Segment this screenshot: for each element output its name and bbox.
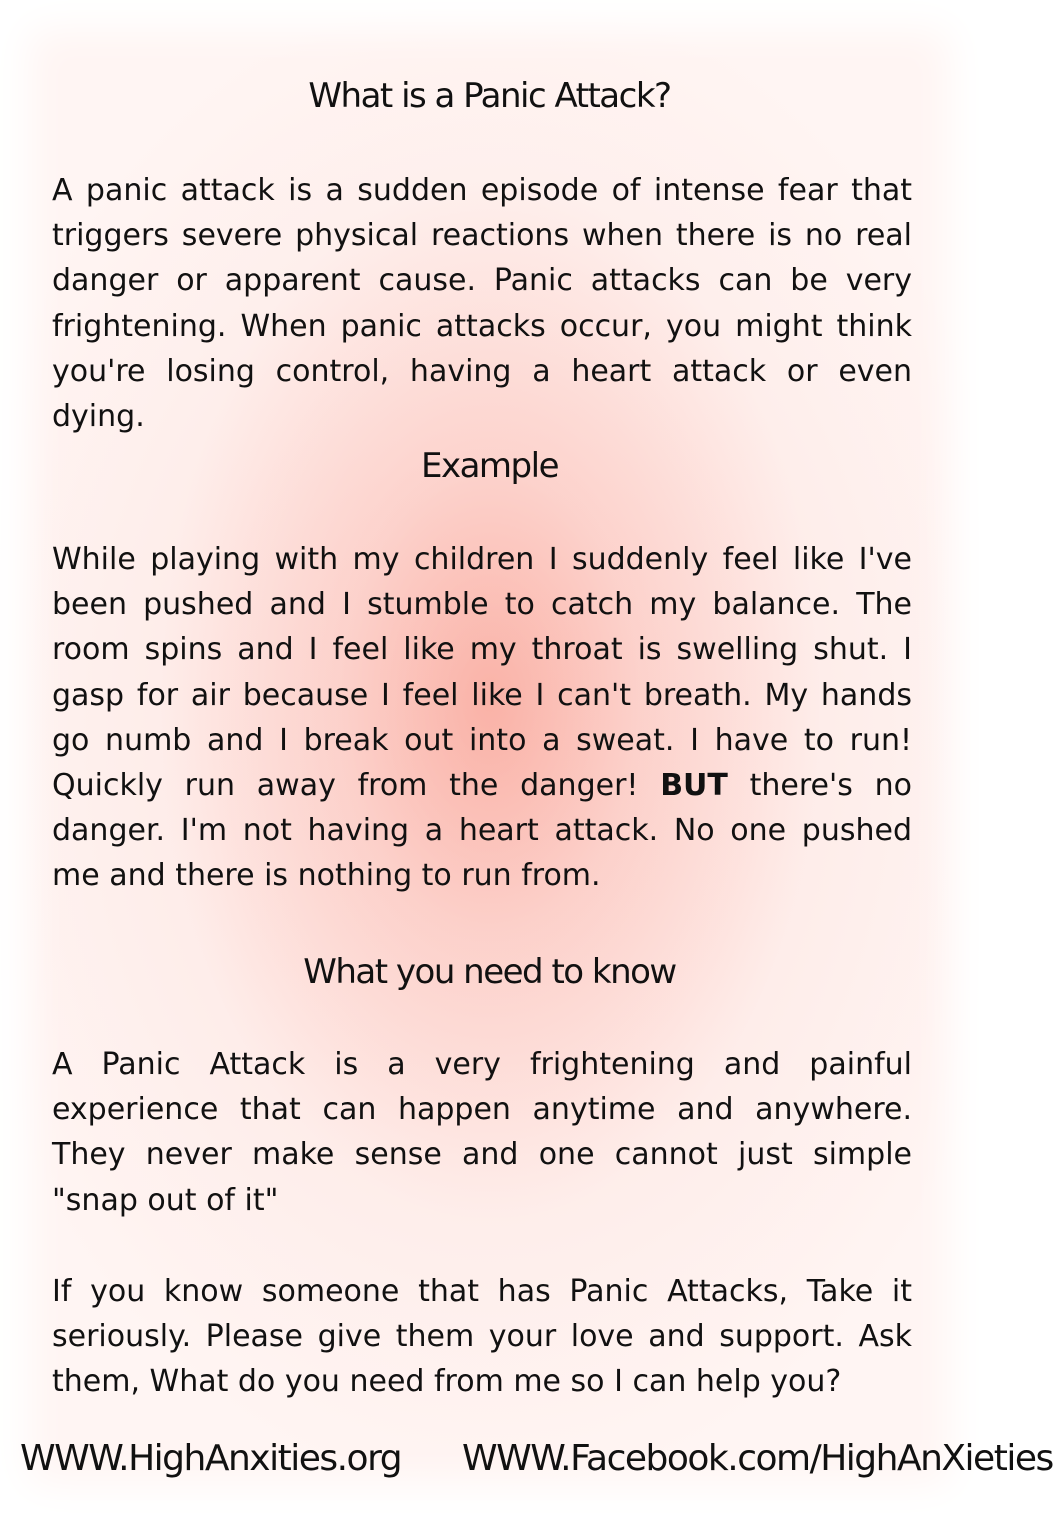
example-text-after: there's no danger. I'm not having a heart attack. No one pushed me and there is nothing to run from. — [52, 768, 912, 894]
paragraph-support: If you know someone that has Panic Attacks, Take it seriously. Please give them your love and support. Ask them, What do you need from me so I can help you? — [52, 1274, 912, 1400]
heading-example: Example — [420, 446, 558, 486]
example-text-bold: BUT — [660, 768, 728, 804]
paragraph-need-to-know: A Panic Attack is a very frightening and painful experience that can happen anytime and anywhere. They never make sense and one cannot just simple "snap out of it" — [52, 1047, 912, 1218]
website-link[interactable]: WWW.HighAnxities.org — [20, 1438, 402, 1479]
facebook-link[interactable]: WWW.Facebook.com/HighAnXieties — [462, 1438, 1053, 1479]
heading-what-is-panic-attack: What is a Panic Attack? — [308, 76, 671, 116]
paragraph-example — [52, 537, 912, 899]
heading-what-you-need-to-know: What you need to know — [303, 952, 676, 992]
paragraph-definition: A panic attack is a sudden episode of intense fear that triggers severe physical reactions when there is no real danger or apparent cause. Panic attacks can be very frightening. When panic attacks occur, you might think you're losing control, having a heart attack or even dying. — [52, 173, 912, 435]
example-text-before: While playing with my children I suddenly feel like I've been pushed and I stumble to catch my balance. The room spins and I feel like my throat is swelling shut. I gasp for air because I feel like I can't breath. My hands go numb and I break out into a sweat. I have to run! Quickly run away from the danger! — [52, 542, 912, 804]
